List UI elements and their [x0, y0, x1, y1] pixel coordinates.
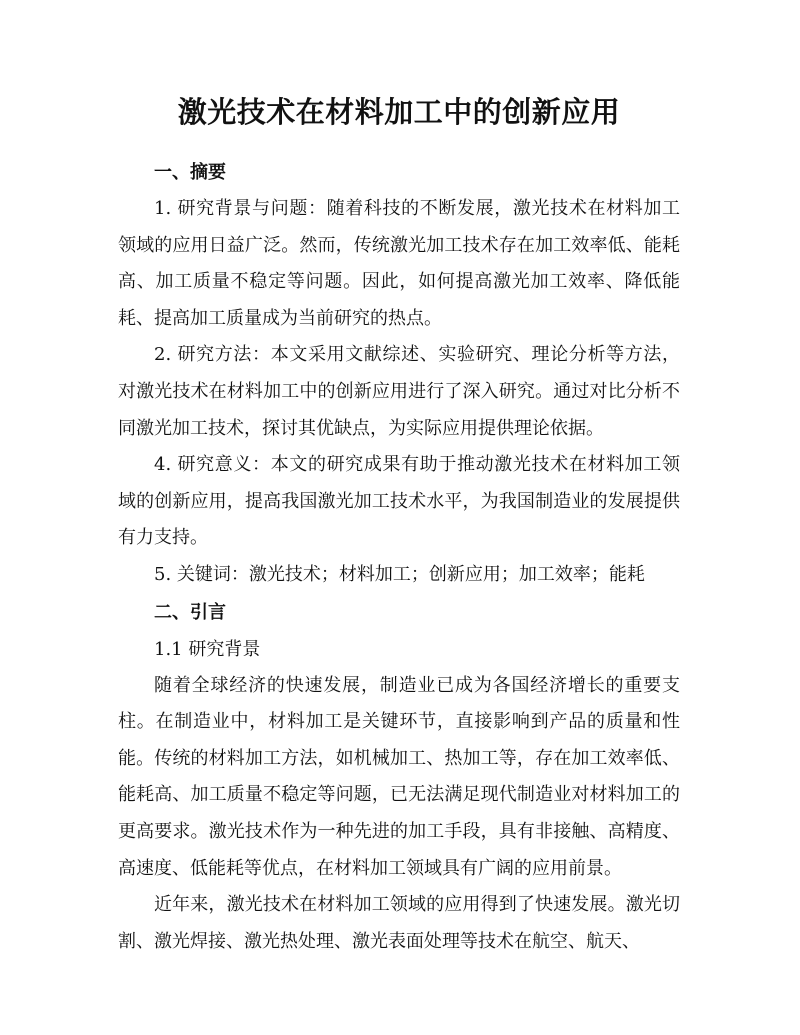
- subsection-heading-background: 1.1 研究背景: [154, 638, 261, 660]
- abstract-item-keywords: 5. 关键词：激光技术；材料加工；创新应用；加工效率；能耗: [154, 563, 645, 585]
- document-page: [118, 88, 680, 960]
- abstract-item-method: 2. 研究方法：本文采用文献综述、实验研究、理论分析等方法，对激光技术在材料加工中的创新应用进行了深入研究。通过对比分析不同激光加工技术，探讨其优缺点，为实际应用提供理论依据。: [118, 344, 680, 439]
- abstract-item-background: 1. 研究背景与问题：随着科技的不断发展，激光技术在材料加工领域的应用日益广泛。然而，传统激光加工技术存在加工效率低、能耗高、加工质量不稳定等问题。因此，如何提高激光加工效率、降低能耗、提高加工质量成为当前研究的热点。: [118, 198, 680, 329]
- section-heading-abstract: 一、摘要: [154, 162, 226, 183]
- document-title: 激光技术在材料加工中的创新应用: [177, 95, 621, 129]
- intro-paragraph: 近年来，激光技术在材料加工领域的应用得到了快速发展。激光切割、激光焊接、激光热处理、激光表面处理等技术在航空、航天、: [118, 894, 680, 952]
- abstract-item-significance: 4. 研究意义：本文的研究成果有助于推动激光技术在材料加工领域的创新应用，提高我国激光加工技术水平，为我国制造业的发展提供有力支持。: [118, 454, 680, 549]
- section-heading-introduction: 二、引言: [154, 601, 226, 623]
- intro-paragraph: 随着全球经济的快速发展，制造业已成为各国经济增长的重要支柱。在制造业中，材料加工是关键环节，直接影响到产品的质量和性能。传统的材料加工方法，如机械加工、热加工等，存在加工效率低、能耗高、加工质量不稳定等问题，已无法满足现代制造业对材料加工的更高要求。激光技术作为一种先进的加工手段，具有非接触、高精度、高速度、低能耗等优点，在材料加工领域具有广阔的应用前景。: [118, 674, 680, 879]
